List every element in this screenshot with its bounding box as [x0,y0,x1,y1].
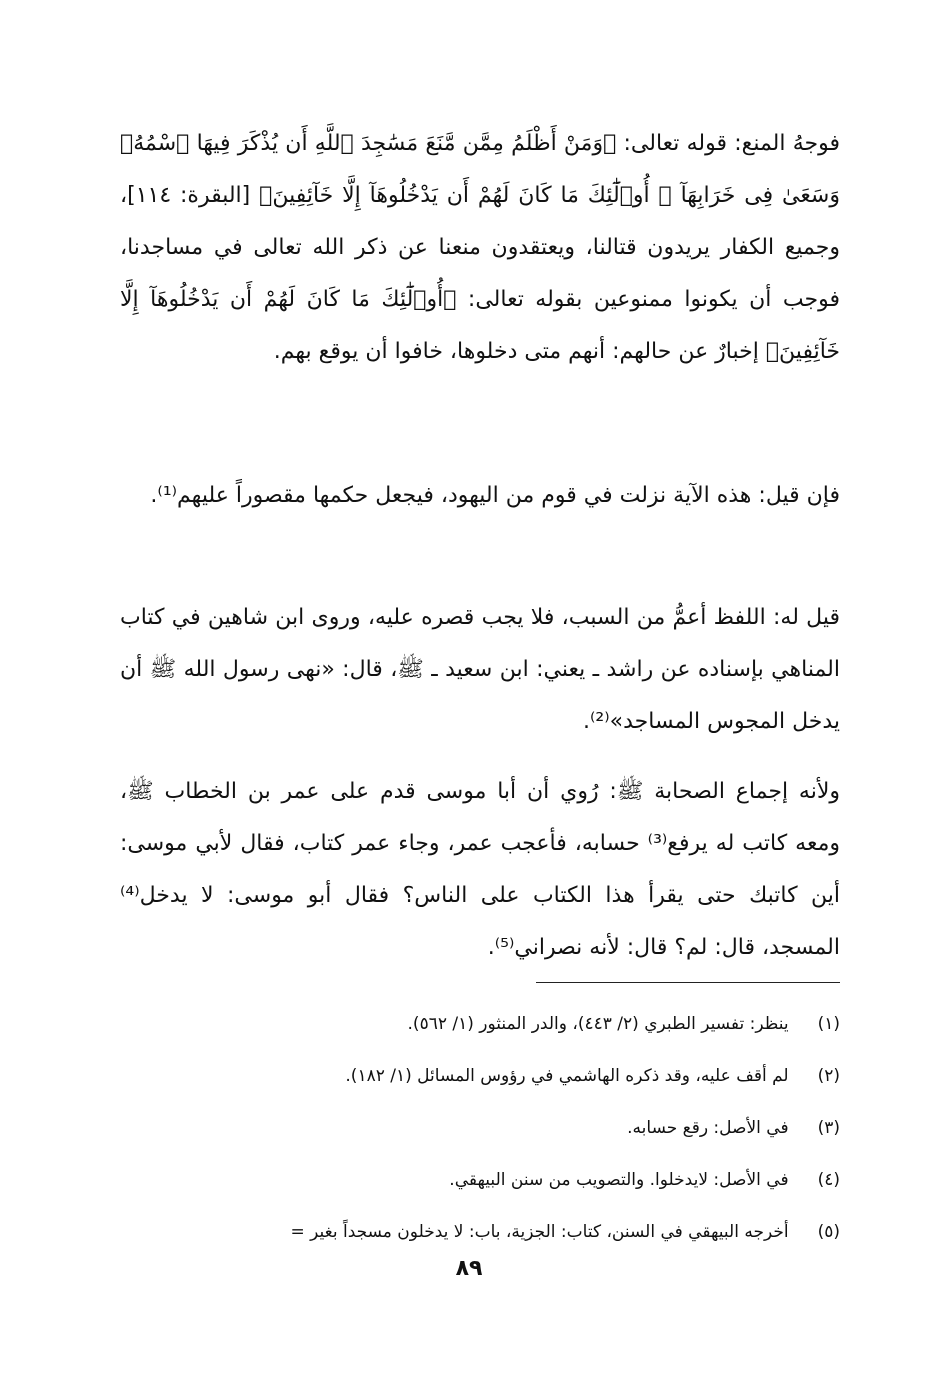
footnote-text: أخرجه البيهقي في السنن، كتاب: الجزية، باب: لا يدخلون مسجداً بغير = [290,1222,789,1242]
paragraph-consensus: ولأنه إجماع الصحابة ﷺ: رُوي أن أبا موسى قدم على عمر بن الخطاب ﷺ، ومعه كاتب له يرفع⁽³⁾ حسابه، فأعجب عمر، وجاء عمر كتاب، فقال لأبي موسى: أين كاتبك حتى يقرأ هذا الكتاب على الناس؟ فقال أبو موسى: لا يدخل⁽⁴⁾ المسجد، قال: لم؟ قال: لأنه نصراني⁽⁵⁾. [120,779,840,960]
paragraph-objection: فإن قيل: هذه الآية نزلت في قوم من اليهود، فيجعل حكمها مقصوراً عليهم⁽¹⁾. [150,483,840,508]
footnotes [120,998,840,1258]
footnote-text: لم أقف عليه، وقد ذكره الهاشمي في رؤوس المسائل (١/ ١٨٢). [345,1066,789,1086]
footnote-number: (٤) [817,1170,840,1190]
footnote-text: في الأصل: رقع حسابه. [627,1118,789,1138]
footnote [120,998,840,1050]
paragraph-prohibition-reason: فوجهُ المنع: قوله تعالى: ﴿وَمَنْ أَظْلَمُ مِمَّن مَّنَعَ مَسَٰجِدَ ٱللَّهِ أَن يُذْكَرَ فِيهَا ٱسْمُهُۥ وَسَعَىٰ فِى خَرَابِهَآ ۚ أُو۟لَٰٓئِكَ مَا كَانَ لَهُمْ أَن يَدْخُلُوهَآ إِلَّا خَآئِفِينَ﴾ [البقرة: ١١٤]، وجميع الكفار يريدون قتالنا، ويعتقدون منعنا عن ذكر الله تعالى في مساجدنا، فوجب أن يكونوا ممنوعين بقوله تعالى: ﴿أُو۟لَٰٓئِكَ مَا كَانَ لَهُمْ أَن يَدْخُلُوهَآ إِلَّا خَآئِفِينَ﴾ إخبارٌ عن حالهم: أنهم متى دخلوها، خافوا أن يوقع بهم. [120,131,840,364]
footnote-text: ينظر: تفسير الطبري (٢/ ٤٤٣)، والدر المنثور (١/ ٥٦٢). [407,1014,789,1034]
footnote-divider [536,982,840,983]
footnote-number: (٣) [817,1118,840,1138]
paragraph-reply: قيل له: اللفظ أعمُّ من السبب، فلا يجب قصره عليه، وروى ابن شاهين في كتاب المناهي بإسناده عن راشد ـ يعني: ابن سعيد ـ ﷺ، قال: «نهى رسول الله ﷺ أن يدخل المجوس المساجد»⁽²⁾. [120,605,840,734]
footnote [120,1050,840,1102]
footnote-number: (٥) [817,1222,840,1242]
footnote [120,1102,840,1154]
footnote-number: (١) [817,1014,840,1034]
footnote [120,1206,840,1258]
footnote [120,1154,840,1206]
footnote-text: في الأصل: لايدخلوا. والتصويب من سنن البيهقي. [449,1170,789,1190]
footnote-number: (٢) [817,1066,840,1086]
page-number: ٨٩ [455,1256,483,1281]
